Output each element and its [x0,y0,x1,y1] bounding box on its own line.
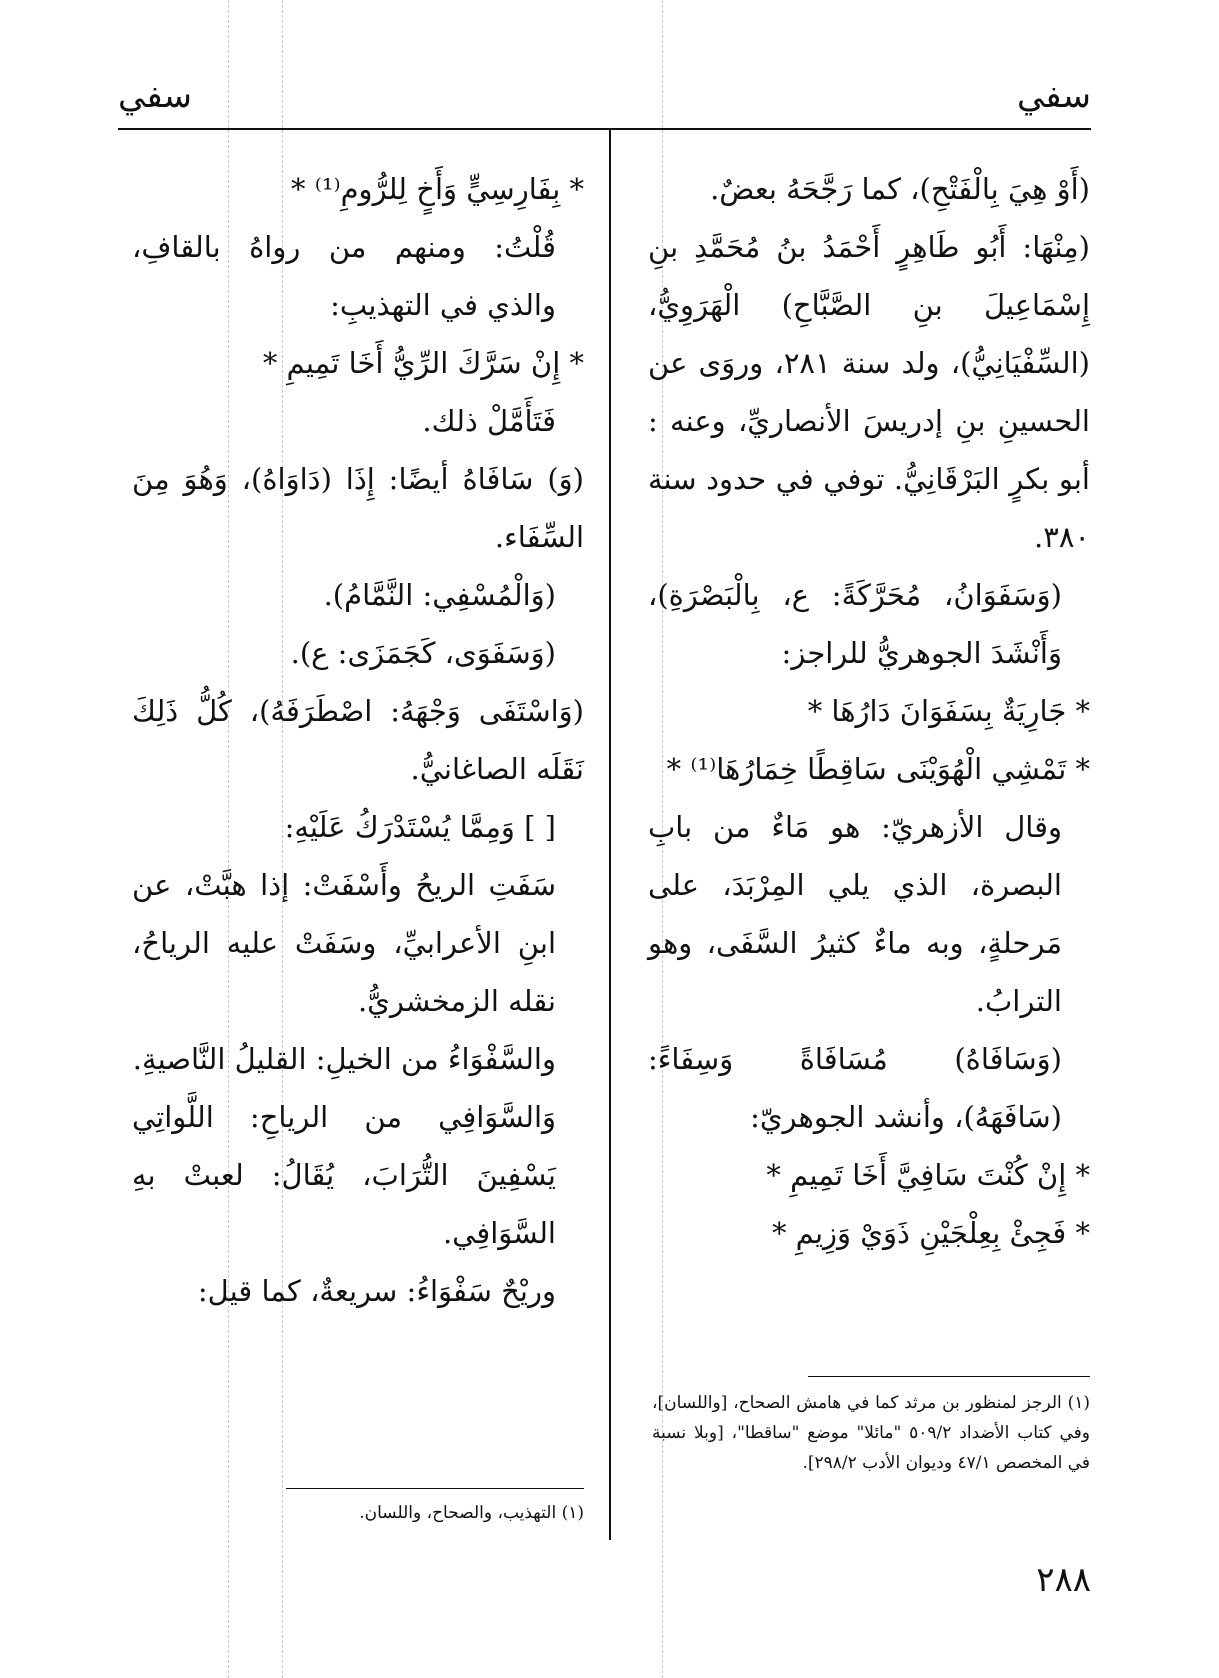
left-column [132,160,584,1320]
footnote-right: (١) الرجز لمنظور بن مرثد كما في هامش الصحاح، [واللسان]، وفي كتاب الأضداد ٥٠٩/٢ "مائلا" موضع "ساقطا"، [وبلا نسبة في المخصص ٤٧/١ وديوان الأدب ٢٩٨/٢]. [652,1393,1090,1473]
verse-line: * تَمْشِي الْهُوَيْنَى سَاقِطًا خِمَارُهَا⁽¹⁾ * [666,752,1090,786]
paragraph: (وَاسْتَفَى وَجْهَهُ: اصْطَرَفَهُ)، كُلُّ ذَلِكَ نَقَلَه الصاغانيُّ. [132,694,584,786]
paragraph: (مِنْهَا: أَبُو طَاهِرٍ أَحْمَدُ بنُ مُحَمَّدِ بنِ إِسْمَاعِيلَ بنِ الصَّبَّاحِ) الْهَرَوِيُّ، (السِّفْيَانِيُّ)، ولد سنة ٢٨١، وروَى عن الحسينِ بنِ إدريسَ الأنصاريِّ، وعنه : أبو بكرٍ البَرْقَانِيُّ. توفي في حدود سنة ٣٨٠. [648,230,1090,554]
footnote-rule-right [808,1376,1090,1377]
paragraph: (وَسَافَاهُ) مُسَافَاةً وَسِفَاءً: (سَافَهَهُ)، وأنشد الجوهريّ: [648,1042,1062,1134]
paragraph: وقال الأزهريّ: هو مَاءٌ من بابِ البصرة، الذي يلي المِرْبَدَ، على مَرحلةٍ، وبه ماءٌ كثيرُ السَّفَى، وهو الترابُ. [648,810,1062,1018]
paragraph: سَفَتِ الريحُ وأَسْفَتْ: إذا هبَّتْ، عن ابنِ الأعرابيِّ، وسَفَتْ عليه الرياحُ، نقله الزمخشريُّ. [132,868,556,1018]
footnote-left: (١) التهذيب، والصحاح، واللسان. [359,1503,584,1523]
paragraph: (وَسَفَوَانُ، مُحَرَّكَةً: ع، بِالْبَصْرَةِ)، وَأَنْشَدَ الجوهريُّ للراجز: [648,578,1062,670]
verse-line: * إِنْ سَرَّكَ الرِّيُّ أَخَا تَمِيمِ * [262,346,584,380]
paragraph: (أَوْ هِيَ بِالْفَتْحِ)، كما رَجَّحَهُ بعضٌ. [710,172,1090,206]
header-rule [118,128,1091,130]
paragraph: قُلْتُ: ومنهم من رواهُ بالقافِ، والذي في التهذيبِ: [132,230,556,322]
paragraph: والسَّفْوَاءُ من الخيلِ: القليلُ النَّاصيةِ. [132,1042,556,1076]
verse-line: * فَجِئْ بِعِلْجَيْنِ ذَوَيْ وَزِيمِ * [771,1216,1090,1250]
verse-line: * إِنْ كُنْتَ سَافِيَّ أَخَا تَمِيمِ * [766,1158,1090,1192]
paragraph: فَتَأَمَّلْ ذلك. [422,404,556,438]
verse-line: * جَارِيَةٌ بِسَفَوَانَ دَارُهَا * [807,694,1090,728]
paragraph: وريْحٌ سَفْوَاءُ: سريعةٌ، كما قيل: [197,1274,556,1308]
footnote-rule-left [286,1488,584,1489]
paragraph: (وَالْمُسْفِي: النَّمَّامُ). [323,578,556,612]
right-column [648,160,1090,1262]
running-head-right: سفي [1016,76,1091,116]
running-head-left: سفي [118,76,193,116]
page-number: ٢٨٨ [1036,1560,1091,1600]
paragraph: (وَسَفَوَى، كَجَمَزَى: ع). [290,636,556,670]
paragraph: (وَ) سَافَاهُ أيضًا: إِذَا (دَاوَاهُ)، وَهُوَ مِنَ السِّفَاء. [132,462,584,554]
column-divider [609,130,611,1540]
paragraph: وَالسَّوَافِي من الرياحِ: اللَّواتِي يَسْفِينَ التُّرَابَ، يُقَالُ: لعبتْ بهِ السَّوَافِي. [132,1100,556,1250]
verse-line: * بِفَارِسِيٍّ وَأَخٍ لِلرُّومِ⁽¹⁾ * [291,172,584,206]
paragraph: [ ] وَمِمَّا يُسْتَدْرَكُ عَلَيْهِ: [284,810,556,844]
